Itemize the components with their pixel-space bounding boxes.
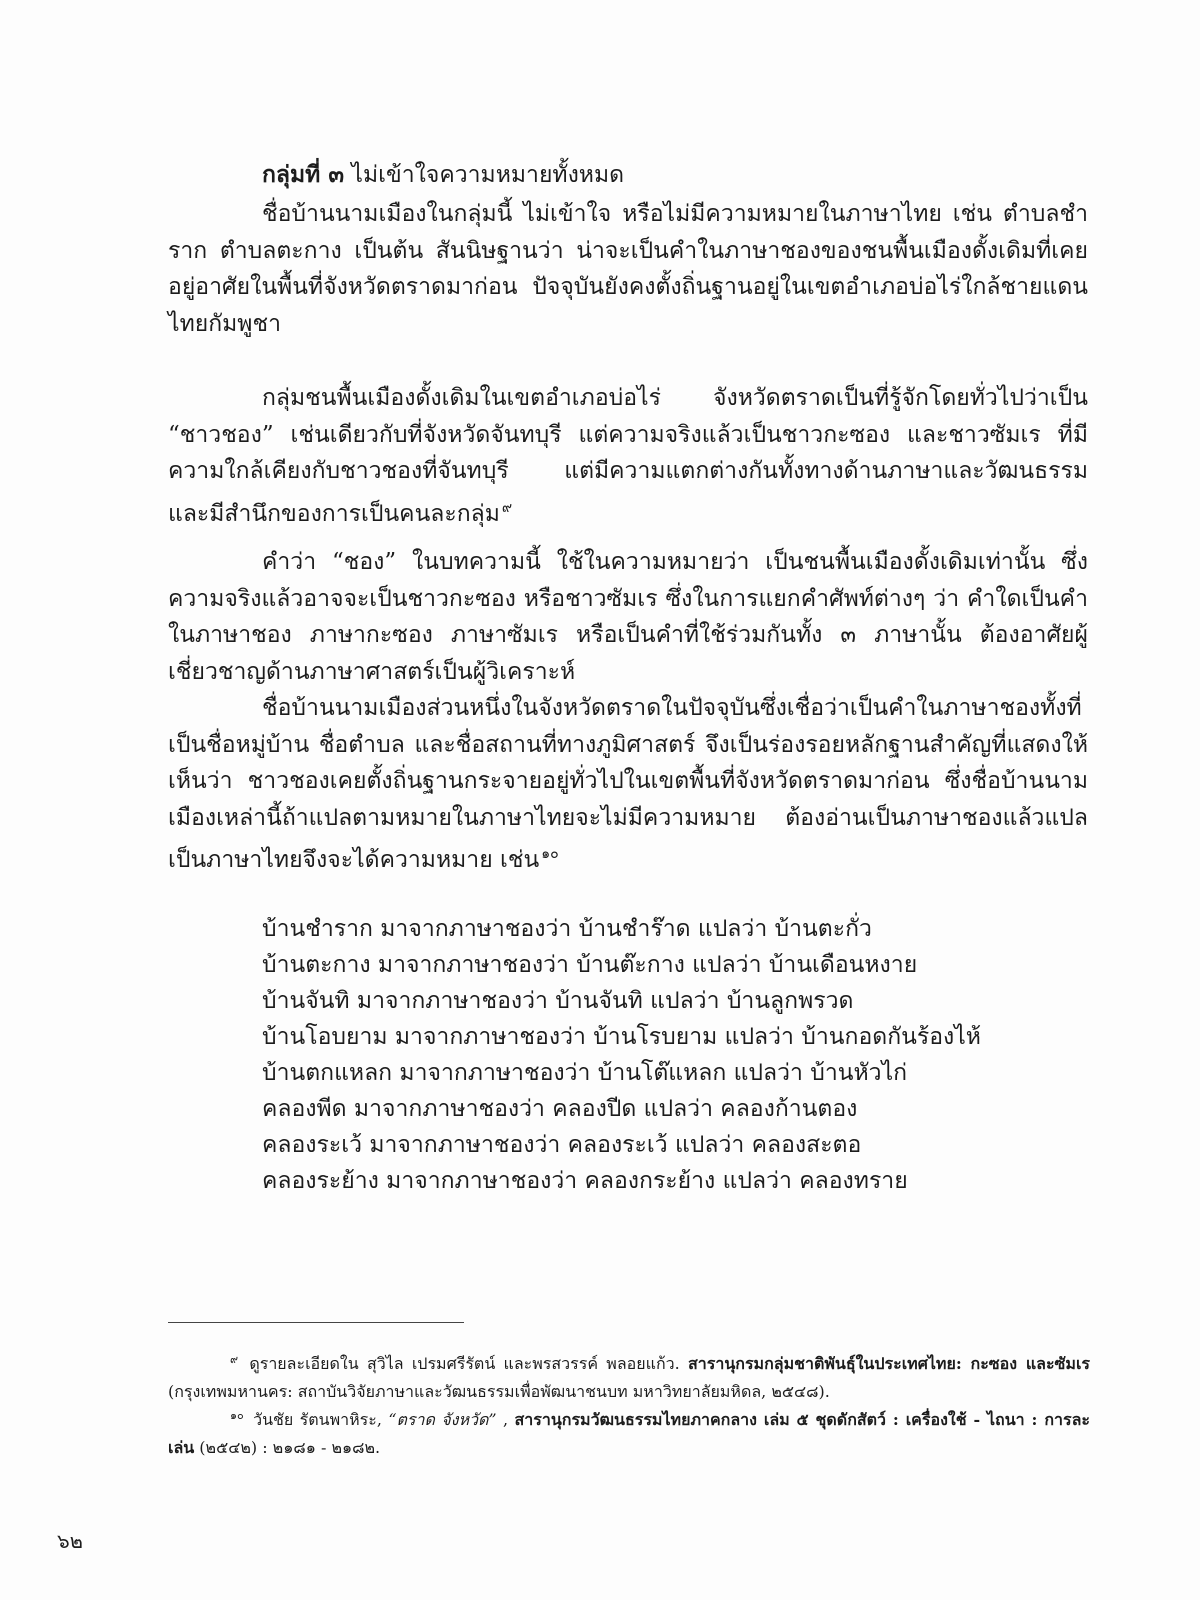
- list-item: บ้านชำราก มาจากภาษาชองว่า บ้านชำร๊าด แปลว่า บ้านตะกั่ว: [262, 916, 872, 942]
- page-number: ๖๒: [57, 1529, 83, 1553]
- footnote-10-article: “ตราด จังหวัด”: [388, 1410, 497, 1429]
- footnote-9: [168, 1346, 1090, 1406]
- footnote-9-number: ๙: [230, 1353, 239, 1366]
- list-item: คลองพีด มาจากภาษาชองว่า คลองปีด แปลว่า คลองก้านตอง: [262, 1096, 858, 1122]
- list-item: บ้านตกแหลก มาจากภาษาชองว่า บ้านโต๊แหลก แปลว่า บ้านหัวไก่: [262, 1060, 908, 1086]
- footnote-divider: [168, 1322, 464, 1323]
- section-heading-label: กลุ่มที่ ๓: [262, 161, 345, 188]
- footnote-10-number: ๑๐: [230, 1409, 244, 1422]
- footnote-10-separator: ,: [496, 1410, 515, 1429]
- paragraph-4-text: ชื่อบ้านนามเมืองส่วนหนึ่งในจังหวัดตราดในปัจจุบันซึ่งเชื่อว่าเป็นคำในภาษาชองทั้งที่เป็นชื่อหมู่บ้าน ชื่อตำบล และชื่อสถานที่ทางภูมิศาสตร์ จึงเป็นร่องรอยหลักฐานสำคัญที่แสดงให้เห็นว่า ชาวชองเคยตั้งถิ่นฐานกระจายอยู่ทั่วไปในเขตพื้นที่จังหวัดตราดมาก่อน ซึ่งชื่อบ้านนามเมืองเหล่านี้ถ้าแปลตามหมายในภาษาไทยจะไม่มีความหมาย ต้องอ่านเป็นภาษาชองแล้วแปลเป็นภาษาไทยจึงจะได้ความหมาย เช่น: [168, 695, 1088, 873]
- footnote-10-title: สารานุกรมวัฒนธรรมไทยภาคกลาง เล่ม ๕ ชุดดักสัตว์ : เครื่องใช้ - ไถนา : การละเล่น: [168, 1410, 1091, 1457]
- section-heading: [262, 158, 624, 192]
- section-heading-text: ไม่เข้าใจความหมายทั้งหมด: [344, 162, 625, 188]
- paragraph-2: [168, 380, 1088, 532]
- footnote-ref-10[interactable]: ๑๐: [541, 846, 559, 862]
- footnote-10-tail: (๒๕๔๒) : ๒๑๘๑ - ๒๑๘๒.: [194, 1438, 381, 1457]
- list-item: คลองระย้าง มาจากภาษาชองว่า คลองกระย้าง แปลว่า คลองทราย: [262, 1168, 908, 1194]
- list-item: บ้านโอบยาม มาจากภาษาชองว่า บ้านโรบยาม แปลว่า บ้านกอดกันร้องไห้: [262, 1024, 981, 1050]
- paragraph-4: [168, 690, 1088, 879]
- footnote-10: [168, 1402, 1090, 1462]
- footnote-9-lead: ดูรายละเอียดใน สุวิไล เปรมศรีรัตน์ และพรสวรรค์ พลอยแก้ว.: [241, 1354, 688, 1373]
- footnote-9-tail: (กรุงเทพมหานคร: สถาบันวิจัยภาษาและวัฒนธรรมเพื่อพัฒนาชนบท มหาวิทยาลัยมหิดล, ๒๕๔๘).: [168, 1382, 830, 1401]
- list-item: บ้านจันทิ มาจากภาษาชองว่า บ้านจันทิ แปลว่า บ้านลูกพรวด: [262, 988, 854, 1014]
- example-list: [262, 911, 981, 1199]
- footnote-9-title: สารานุกรมกลุ่มชาติพันธุ์ในประเทศไทย: กะซอง และซัมเร: [687, 1354, 1090, 1373]
- footnote-10-lead: วันชัย รัตนพาหิระ,: [246, 1410, 389, 1429]
- paragraph-1: [168, 196, 1088, 342]
- list-item: คลองระเว้ มาจากภาษาชองว่า คลองระเว้ แปลว่า คลองสะตอ: [262, 1132, 862, 1158]
- paragraph-3: [168, 544, 1088, 690]
- footnote-ref-9[interactable]: ๙: [501, 499, 513, 516]
- list-item: บ้านตะกาง มาจากภาษาชองว่า บ้านต๊ะกาง แปลว่า บ้านเดือนหงาย: [262, 952, 918, 978]
- paragraph-2-text: กลุ่มชนพื้นเมืองดั้งเดิมในเขตอำเภอบ่อไร่ จังหวัดตราดเป็นที่รู้จักโดยทั่วไปว่าเป็น “ชาวชอง” เช่นเดียวกับที่จังหวัดจันทบุรี แต่ความจริงแล้วเป็นชาวกะซอง และชาวซัมเร ที่มีความใกล้เคียงกับชาวชองที่จันทบุรี แต่มีความแตกต่างกันทั้งทางด้านภาษาและวัฒนธรรม และมีสำนึกของการเป็นคนละกลุ่ม: [168, 385, 1088, 527]
- paragraph-3-text: คำว่า “ชอง” ในบทความนี้ ใช้ในความหมายว่า เป็นชนพื้นเมืองดั้งเดิมเท่านั้น ซึ่งความจริงแล้วอาจจะเป็นชาวกะซอง หรือชาวซัมเร ซึ่งในการแยกคำศัพท์ต่างๆ ว่า คำใดเป็นคำในภาษาชอง ภาษากะซอง ภาษาซัมเร หรือเป็นคำที่ใช้ร่วมกันทั้ง ๓ ภาษานั้น ต้องอาศัยผู้เชี่ยวชาญด้านภาษาศาสตร์เป็นผู้วิเคราะห์: [168, 549, 1088, 685]
- paragraph-1-text: ชื่อบ้านนามเมืองในกลุ่มนี้ ไม่เข้าใจ หรือไม่มีความหมายในภาษาไทย เช่น ตำบลชำราก ตำบลตะกาง เป็นต้น สันนิษฐานว่า น่าจะเป็นคำในภาษาชองของชนพื้นเมืองดั้งเดิมที่เคยอยู่อาศัยในพื้นที่จังหวัดตราดมาก่อน ปัจจุบันยังคงตั้งถิ่นฐานอยู่ในเขตอำเภอบ่อไร่ใกล้ชายแดนไทยกัมพูชา: [168, 201, 1088, 337]
